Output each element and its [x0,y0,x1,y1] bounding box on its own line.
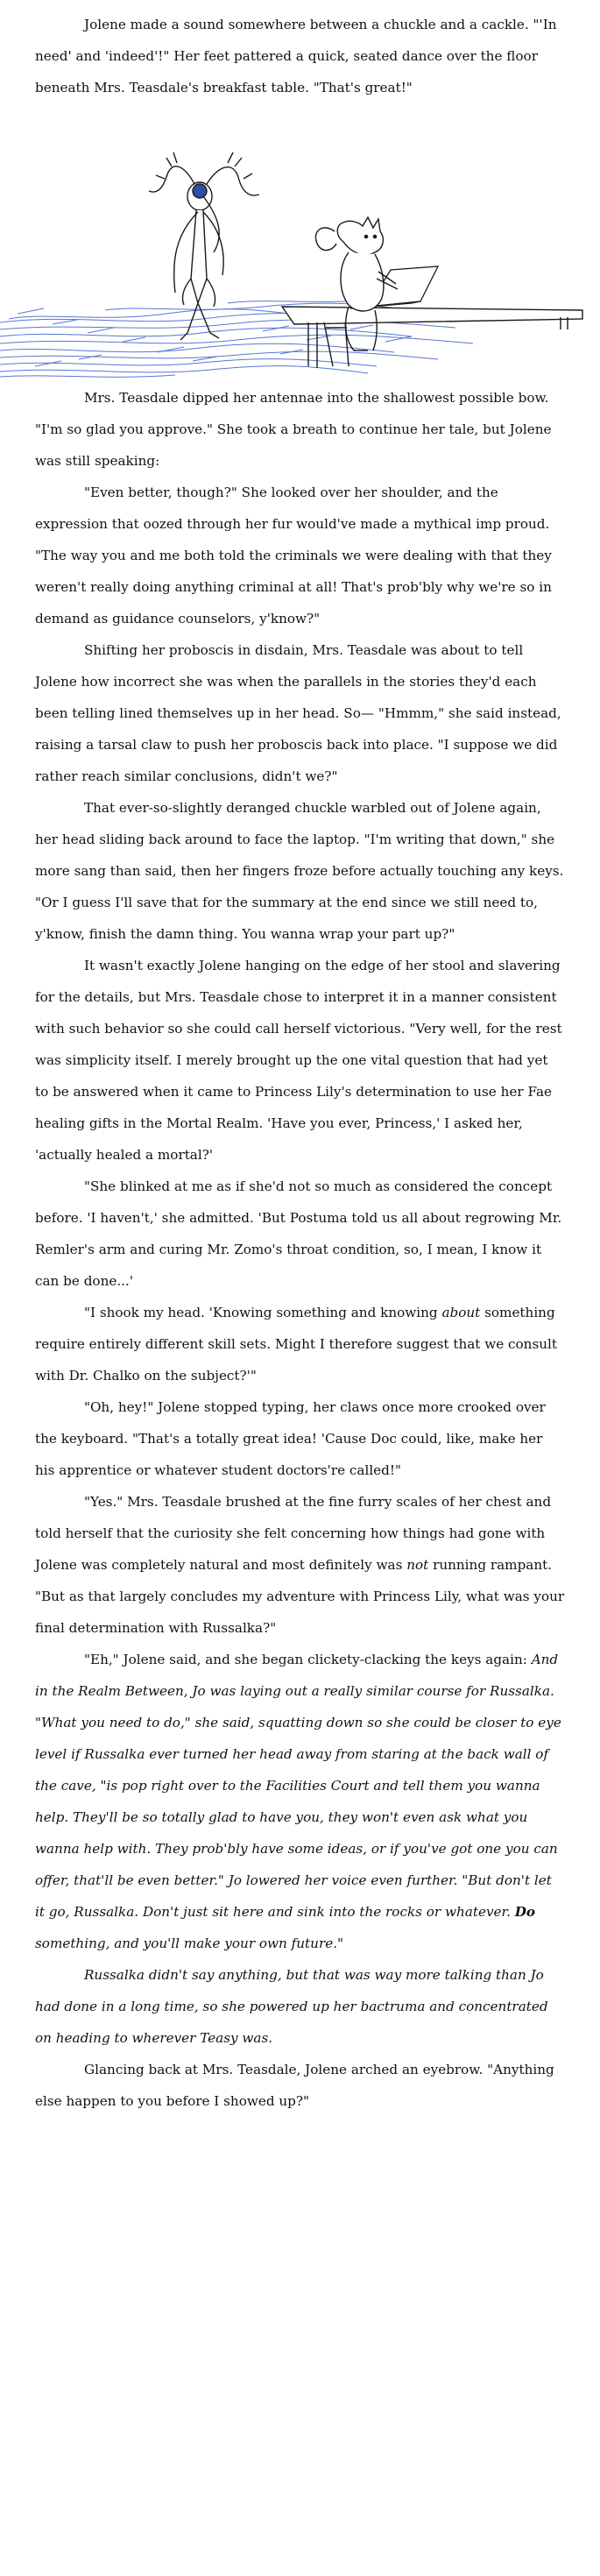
paragraph-text: "She blinked at me as if she'd not so much as considered the concept before. 'I haven't,' she admitted. 'But Postuma told us all about regrowing Mr. Remler's arm and curing Mr. Zomo's throat condition, so, I mean, I know it can be done...' [35,1178,562,1289]
italic-text: And in the Realm Between, Jo was laying out a really similar course for Russalka. "What you need to do," she said, squatting down so she could be closer to eye level if Russalka ever turned her head away from staring at the back wall of the cave, "is pop right over to the Facilities Court and tell them you wanna help. They'll be so totally glad to have you, they won't even ask what you wanna help with. They prob'bly have some ideas, or if you've got one you can offer, that'll be even better." Jo lowered her voice even further. "But don't let it go, Russalka. Don't just sit here and sink into the rocks or whatever. [35,1652,561,1920]
paragraph-text: "Oh, hey!" Jolene stopped typing, her claws once more crooked over the keyboard. "That's a totally great idea! 'Cause Doc could, like, make her his apprentice or whatever student doctors're called!" [35,1399,546,1478]
paragraph [35,634,565,792]
paragraph [35,382,565,477]
insect-character-icon [149,152,259,340]
paragraph-text: "I shook my head. 'Knowing something and knowing [84,1305,442,1320]
italic-text: Russalka didn't say anything, but that was way more talking than Jo had done in a long time, so she powered up her bactruma and concentrated on heading to wherever Teasy was. [35,1967,548,2046]
paragraph-text: Mrs. Teasdale dipped her antennae into the shallowest possible bow. "I'm so glad you approve." She took a breath to continue her tale, but Jolene was still speaking: [35,390,552,469]
top-paragraphs [35,9,565,103]
italic-text: Do [514,1904,536,1920]
paragraph [35,1171,565,1297]
paragraph-text: something require entirely different skill sets. Might I therefore suggest that we consult with Dr. Chalko on the subject?'" [35,1305,557,1384]
paragraph [35,477,565,634]
illustration [0,103,600,382]
paragraph-text: "Even better, though?" She looked over her shoulder, and the expression that oozed through her fur would've made a mythical imp proud. "The way you and me both told the criminals we were dealing with that they weren't really doing anything criminal at all! That's prob'bly why we're so in demand as guidance counselors, y'know?" [35,485,552,626]
paragraph-text: Shifting her proboscis in disdain, Mrs. Teasdale was about to tell Jolene how incorrect she was when the parallels in the stories they'd each been telling lined themselves up in her head. So— "Hmmm," she said instead, raising a tarsal claw to push her proboscis back into place. "I suppose we did rather reach similar conclusions, didn't we?" [35,642,561,784]
italic-text: not [406,1557,429,1573]
paragraph [35,1644,565,1959]
paragraph [35,1391,565,1486]
paragraph-text: "Eh," Jolene said, and she began clickety-clacking the keys again: [84,1652,532,1667]
paragraph [35,1297,565,1391]
body-paragraphs [35,382,565,2117]
paragraph [35,950,565,1171]
paragraph-text: That ever-so-slightly deranged chuckle warbled out of Jolene again, her head sliding back around to face the laptop. "I'm writing that down," she more sang than said, then her fingers froze before actually touching any keys. "Or I guess I'll save that for the summary at the end since we still need to, y'know, finish the damn thing. You wanna wrap your part up?" [35,800,564,942]
paragraph-text: running rampant. "But as that largely concludes my adventure with Princess Lily, what was your final determination with Russalka?" [35,1557,565,1636]
paragraph-text: Jolene made a sound somewhere between a chuckle and a cackle. "'In need' and 'indeed'!" Her feet pattered a quick, seated dance over the floor beneath Mrs. Teasdale's breakfast table. "That's great!" [35,17,557,96]
paragraph [35,2054,565,2117]
paragraph [35,1486,565,1644]
paragraph [35,1959,565,2054]
paragraph [35,792,565,950]
italic-text: something, and you'll make your own future." [35,1936,344,1951]
italic-text: about [441,1305,481,1320]
paragraph-text: "Yes." Mrs. Teasdale brushed at the fine furry scales of her chest and told herself that the curiosity she felt concerning how things had gone with Jolene was completely natural and most definitely was [35,1494,552,1573]
paragraph [35,9,565,103]
illustration-svg [0,103,600,382]
paragraph-text: It wasn't exactly Jolene hanging on the edge of her stool and slavering for the details, but Mrs. Teasdale chose to interpret it in a manner consistent with such behavior so she could call herself victorious. "Very well, for the rest was simplicity itself. I merely brought up the one vital question that had yet to be answered when it came to Princess Lily's determination to use her Fae healing gifts in the Mortal Realm. 'Have you ever, Princess,' I asked her, 'actually healed a mortal?' [35,958,562,1163]
paragraph-text: Glancing back at Mrs. Teasdale, Jolene arched an eyebrow. "Anything else happen to you before I showed up?" [35,2062,554,2109]
